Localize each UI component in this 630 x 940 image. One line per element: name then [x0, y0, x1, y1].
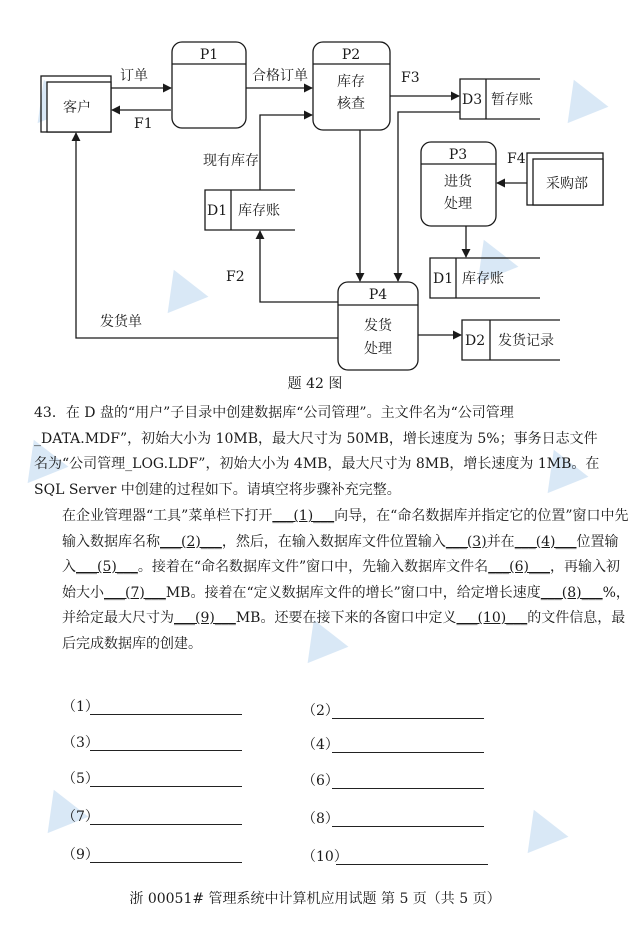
step-text: %，并给定最大尺寸为 [62, 584, 630, 626]
answer-line[interactable] [332, 788, 484, 789]
answer-label: （2） [302, 703, 339, 719]
answer-label: （9） [62, 847, 99, 863]
blank-9: ___(9)___ [174, 610, 236, 626]
p2-id: P2 [341, 47, 361, 63]
answer-label: （7） [62, 809, 99, 825]
p4-id: P4 [368, 287, 388, 303]
store-d3-id: D3 [462, 92, 483, 108]
answer-line[interactable] [332, 718, 484, 719]
answer-7 [62, 806, 99, 826]
blank-7: ___(7)___ [104, 584, 166, 601]
answer-line[interactable] [336, 864, 488, 865]
flow-f2-label: F2 [226, 269, 245, 285]
p4-name-1: 发货 [364, 318, 392, 334]
store-d1-right-name: 库存账 [462, 271, 504, 287]
answer-1 [62, 696, 99, 716]
answer-4 [302, 734, 339, 754]
p2-name-2: 核查 [337, 96, 365, 112]
answer-label: （5） [62, 771, 99, 787]
answer-label: （6） [302, 773, 339, 789]
store-d3-name: 暂存账 [491, 92, 533, 108]
p1-id: P1 [199, 47, 219, 63]
answer-line[interactable] [90, 714, 242, 715]
p3-id: P3 [448, 147, 468, 163]
flow-f2 [260, 231, 338, 302]
answer-label: （8） [302, 811, 339, 827]
step-text: 位置输入 [62, 533, 619, 575]
answer-3 [62, 732, 99, 752]
step-text: 在企业管理器“工具”菜单栏下打开 [62, 508, 273, 524]
step-text: MB。接着在“定义数据库文件的增长”窗口中，给定增长速度 [165, 584, 541, 601]
flow-current-stock-label: 现有库存 [203, 153, 259, 169]
question-43-steps [34, 504, 630, 657]
page-footer: 浙 00051# 管理系统中计算机应用试题 第 5 页（共 5 页） [129, 891, 501, 907]
store-d2-id: D2 [465, 333, 486, 349]
step-text: 并在 [486, 533, 515, 550]
blank-5: ___(5)___ [76, 559, 138, 575]
flow-order-label: 订单 [120, 68, 148, 84]
purchasing-label: 采购部 [546, 176, 588, 192]
blank-4: ___(4)___ [514, 533, 577, 550]
blank-10: ___(10)___ [456, 610, 528, 626]
answer-10 [302, 846, 348, 866]
flow-current-stock [260, 115, 312, 190]
figure-caption: 题 42 图 [287, 376, 343, 392]
answer-line[interactable] [332, 826, 484, 827]
question-43-stem: 43．在 D 盘的“用户”子目录中创建数据库“公司管理”。主文件名为“公司管理_DATA.MDF”，初始大小为 10MB，最大尺寸为 50MB，增长速度为 5%；事务日志文件名为“公司管理_LOG.LDF”，初始大小为 4MB，最大尺寸为 8MB，增长速度为 1MB。在 SQL Server 中创建的过程如下。请填空将步骤补充完整。 [34, 405, 600, 498]
answer-6 [302, 770, 339, 790]
answer-label: （3） [62, 735, 99, 751]
answer-label: （4） [302, 737, 339, 753]
answer-label: （1） [62, 699, 99, 715]
store-d1-left-id: D1 [207, 203, 228, 219]
answer-line[interactable] [90, 862, 242, 863]
store-d2-name: 发货记录 [498, 333, 554, 349]
data-flow-diagram [0, 0, 630, 372]
p3-name-1: 进货 [444, 174, 472, 190]
flow-f4-label: F4 [507, 151, 526, 167]
step-text: MB。还要在接下来的各窗口中定义 [235, 610, 457, 626]
p4-name-2: 处理 [364, 341, 392, 357]
store-d1-left-name: 库存账 [238, 203, 280, 219]
answer-5 [62, 768, 99, 788]
answer-line[interactable] [90, 824, 242, 825]
p2-name-1: 库存 [337, 74, 365, 90]
p3-name-2: 处理 [444, 196, 472, 212]
answer-line[interactable] [90, 750, 242, 751]
step-text: 向导，在“命名数据库并指定它的位置”窗口中先输入数据库名称 [62, 508, 629, 550]
flow-f1-label: F1 [134, 116, 153, 132]
blank-2: ___(2)___ [160, 533, 222, 550]
answer-2 [302, 700, 339, 720]
flow-qualified-order-label: 合格订单 [252, 68, 308, 84]
store-d1-right-id: D1 [433, 271, 454, 287]
customer-label: 客户 [63, 100, 91, 116]
answer-line[interactable] [332, 752, 484, 753]
blank-1: ___(1)___ [272, 508, 335, 524]
answer-label: （10） [302, 849, 348, 865]
answer-9 [62, 844, 99, 864]
answer-blanks [0, 688, 630, 888]
blank-3: ___(3) [445, 533, 487, 550]
answer-line[interactable] [90, 786, 242, 787]
step-text: 的文件信息，最后完成数据库的创建。 [62, 610, 626, 652]
answer-8 [302, 808, 339, 828]
blank-8: ___(8)___ [540, 584, 603, 601]
step-text: ，然后，在输入数据库文件位置输入 [221, 533, 446, 550]
flow-f3-label: F3 [401, 70, 420, 86]
blank-6: ___(6)___ [488, 559, 551, 575]
flow-shipping-slip-label: 发货单 [100, 314, 142, 330]
step-text: ，再输入初始大小 [62, 559, 621, 601]
step-text: 。接着在“命名数据库文件”窗口中，先输入数据库文件名 [137, 559, 489, 575]
